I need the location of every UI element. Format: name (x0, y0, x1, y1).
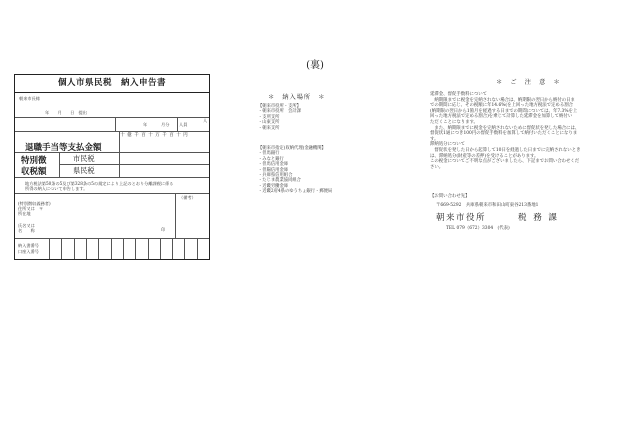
recipient: 朝来市長様 (19, 96, 40, 101)
notes-heading: ＊ ご 注 意 ＊ (496, 79, 561, 86)
persons-label: 人員 (179, 122, 188, 127)
payment-places-group-1: 【朝来市役所・支所】 ・朝来市役所 会計課 ・支所支所 ・山東支所 ・朝来支所 (258, 104, 301, 131)
submission-date: 年 月 日 提出 (45, 110, 87, 115)
payer-address-label: 住所又は 〒 (18, 206, 44, 211)
special-collection-line1: 特別徴 (21, 156, 47, 166)
payer-name-label-1: 氏名又は (18, 223, 35, 228)
payment-places-heading: ＊ 納入場所 ＊ (268, 94, 326, 101)
persons-unit: 人 (203, 118, 208, 123)
tax-declaration-form (14, 74, 210, 260)
form-title: 個人市県民税 納入申告書 (15, 75, 209, 93)
seal-mark: 印 (161, 227, 166, 232)
digit-header: 十 億 千 百 十 万 千 百 十 円 (120, 133, 188, 138)
contact-tel: TEL 079（672）3304 (代表) (446, 226, 510, 231)
payer-name-label-2: 名 称 (18, 228, 35, 233)
bottom-label-2: 口座入番号 (18, 249, 39, 254)
payer-label: (特別徴収義務者) (18, 201, 51, 206)
city-tax-label: 市民税 (73, 154, 95, 163)
notes-body: 延滞金、督促手数料について 納期限までに税金を完納されない場合は、納期限の翌日から納付の日ま での期間に応じ、その税額に年14.6%(を上回った地方税法で定める割合 (納期限の翌日から1箇月を経過する日までの期間については、年7.3%を上 回った地方税法で定める割合)を乗じて計算した延滞金を加算して納付い ただくことになります。 また、納期限までに税金を完納されないために督促状を発した場合には、 督促状1通につき100円の督促手数料を加算して納付いただくことになりま す。 滞納処分について 督促状を発した日から起算して10日を経過した日までに完納されないとき は、滞納処分(財産等の差押)を受けることがあります。 この税金についてご不明な点がございましたら、下記までお問い合わせくだ さい。 (430, 92, 581, 170)
page-side-label: (裏) (306, 60, 324, 71)
payer-location-label: 所在地 (18, 211, 31, 216)
declaration-note-1: 地方税法第50条の5及び第328条の5の規定により上記のとおり分離課税に係る (25, 181, 174, 186)
prefecture-tax-label: 県民税 (73, 166, 95, 175)
payment-places-group-2: 【朝来市指定(収納代理)金融機関】 ・但馬銀行 ・みなと銀行 ・但馬信用金庫 ・但陽信用金庫 ・兵庫県信用組合 ・たじま農業協同組合 ・近畿労働金庫 ・近畿2府4県のゆうちょ銀行・郵便局 (258, 146, 333, 195)
bottom-label-1: 納入書番号 (18, 243, 39, 248)
period-year: 年 (143, 122, 148, 127)
special-collection-line2: 収税額 (21, 167, 47, 177)
contact-heading: 【お問い合わせ先】 (430, 194, 470, 199)
contact-address: 〒669-5292 兵庫県朝来市和田山町東谷213番地1 (436, 203, 539, 208)
account-number-boxes (49, 238, 209, 259)
total-payment-label: 退職手当等支払金額 (25, 143, 102, 153)
contact-department: 税 務 課 (518, 213, 559, 223)
period-month: 月分 (161, 122, 170, 127)
contact-office: 朝来市役所 (436, 213, 487, 223)
remarks-label: （備考） (179, 195, 196, 200)
declaration-note-2: 所得の納入について申告します。 (25, 186, 88, 191)
